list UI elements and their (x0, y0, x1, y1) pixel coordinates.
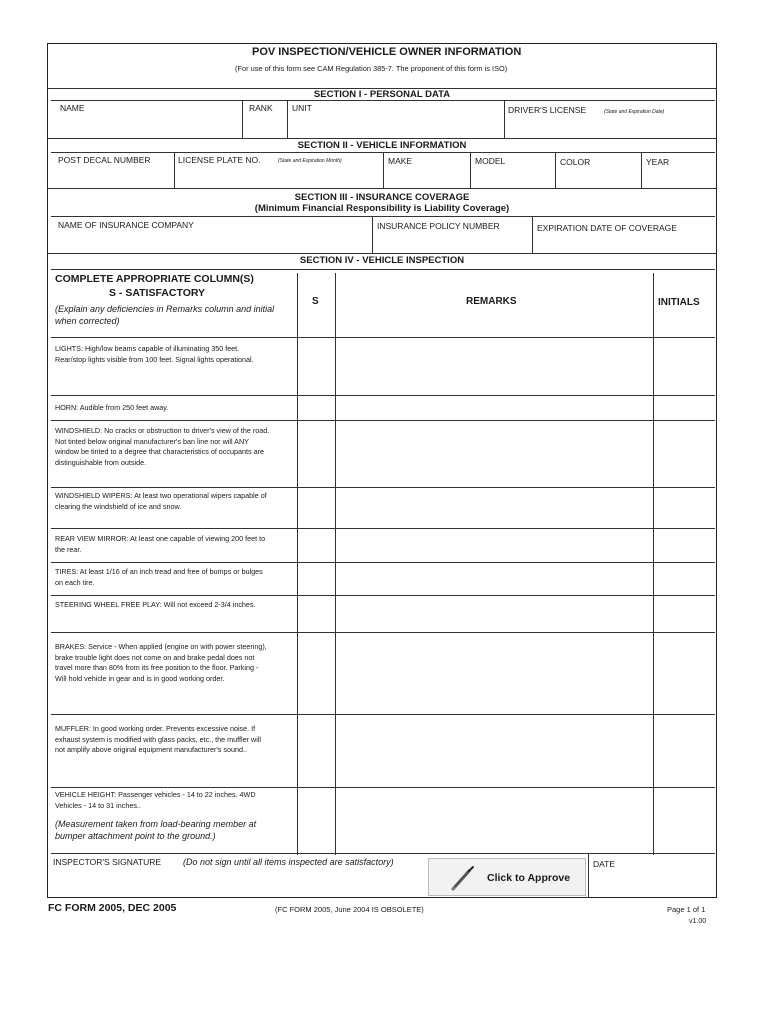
divider (335, 273, 336, 855)
divider (51, 487, 715, 488)
form-title: POV INSPECTION/VEHICLE OWNER INFORMATION (252, 46, 522, 58)
muffler-remarks-field[interactable] (337, 716, 652, 786)
satisfactory-legend: S - SATISFACTORY (109, 287, 206, 299)
drivers-license-field[interactable] (506, 118, 715, 136)
lights-initials-field[interactable] (655, 339, 715, 394)
steering-remarks-field[interactable] (337, 597, 652, 631)
section-3-heading: SECTION III - INSURANCE COVERAGE (294, 192, 470, 203)
steering-initials-field[interactable] (655, 597, 715, 631)
wipers-initials-field[interactable] (655, 489, 715, 527)
section-3-subheading: (Minimum Financial Responsibility is Liability Coverage) (254, 203, 510, 214)
pen-icon (449, 865, 477, 898)
divider (51, 420, 715, 421)
license-plate-note: (State and Expiration Month) (278, 158, 342, 164)
drivers-license-label: DRIVER'S LICENSE (508, 105, 587, 115)
divider (51, 714, 715, 715)
lights-remarks-field[interactable] (337, 339, 652, 394)
inspection-item-steering: STEERING WHEEL FREE PLAY: Will not exceed 2-3/4 inches. (55, 600, 256, 609)
muffler-s-field[interactable] (299, 716, 334, 786)
model-label: MODEL (475, 156, 506, 166)
section-4-heading: SECTION IV - VEHICLE INSPECTION (299, 255, 465, 266)
name-field[interactable] (51, 112, 241, 136)
post-decal-field[interactable] (51, 167, 173, 187)
inspection-item-windshield: WINDSHIELD: No cracks or obstruction to driver's view of the road. Not tinted below original manufacturer's ban line nor will ANY window be tinted to a degree that characteristics of occupants are distinguishable from outside. (55, 426, 270, 468)
inspection-item-vehicle-height: VEHICLE HEIGHT: Passenger vehicles - 14 to 22 inches. 4WD Vehicles - 14 to 31 inches.. (55, 790, 256, 810)
brakes-s-field[interactable] (299, 634, 334, 713)
color-label: COLOR (560, 157, 591, 167)
mirror-initials-field[interactable] (655, 530, 715, 561)
form-id: FC FORM 2005, DEC 2005 (48, 902, 177, 914)
deficiency-note: (Explain any deficiencies in Remarks column and initial when corrected) (55, 304, 275, 326)
policy-number-label: INSURANCE POLICY NUMBER (377, 221, 500, 231)
divider (51, 528, 715, 529)
divider (51, 562, 715, 563)
inspection-item-muffler: MUFFLER: In good working order. Prevents excessive noise. If exhaust system is modified with glass packs, etc., the muffler will not amplify above original equipment manufacturer's sound.. (55, 724, 261, 755)
divider (242, 100, 243, 138)
mirror-remarks-field[interactable] (337, 530, 652, 561)
license-plate-label: LICENSE PLATE NO. (178, 155, 261, 165)
inspection-item-tires: TIRES: At least 1/16 of an inch tread and free of bumps or bulges on each tire. (55, 567, 263, 587)
divider (372, 216, 373, 254)
divider (47, 138, 717, 139)
unit-label: UNIT (292, 103, 312, 113)
vehicle-height-note: (Measurement taken from load-bearing member at bumper attachment point to the ground.) (55, 819, 257, 841)
approve-button-label: Click to Approve (487, 872, 571, 884)
divider (51, 395, 715, 396)
color-field[interactable] (557, 167, 640, 187)
divider (470, 152, 471, 188)
name-label: NAME (60, 103, 85, 113)
horn-initials-field[interactable] (655, 397, 715, 419)
divider (555, 152, 556, 188)
divider (51, 269, 715, 270)
divider (51, 595, 715, 596)
horn-s-field[interactable] (299, 397, 334, 419)
expiration-date-field[interactable] (534, 234, 715, 252)
divider (504, 100, 505, 138)
make-field[interactable] (385, 167, 469, 187)
inspection-item-mirror: REAR VIEW MIRROR: At least one capable of viewing 200 feet to the rear. (55, 534, 266, 554)
divider (641, 152, 642, 188)
rank-label: RANK (249, 103, 273, 113)
horn-remarks-field[interactable] (337, 397, 652, 419)
policy-number-field[interactable] (374, 232, 531, 252)
inspection-item-wipers: WINDSHIELD WIPERS: At least two operational wipers capable of clearing the windshield of ice and snow. (55, 491, 267, 511)
unit-field[interactable] (289, 112, 503, 136)
model-field[interactable] (472, 167, 554, 187)
height-remarks-field[interactable] (337, 789, 652, 852)
inspector-signature-label: INSPECTOR'S SIGNATURE (53, 857, 162, 867)
section-2-heading: SECTION II - VEHICLE INFORMATION (297, 140, 467, 151)
version: v1.00 (689, 918, 707, 925)
divider (383, 152, 384, 188)
post-decal-label: POST DECAL NUMBER (58, 155, 151, 165)
insurance-company-label: NAME OF INSURANCE COMPANY (58, 220, 194, 230)
inspection-item-lights: LIGHTS: High/low beams capable of illuminating 350 feet. Rear/stop lights visible from 100 feet. Signal lights operational. (55, 344, 254, 364)
wipers-s-field[interactable] (299, 489, 334, 527)
windshield-s-field[interactable] (299, 422, 334, 486)
tires-remarks-field[interactable] (337, 564, 652, 594)
obsolete-note: (FC FORM 2005, June 2004 IS OBSOLETE) (275, 905, 424, 914)
year-field[interactable] (643, 167, 715, 187)
inspection-item-horn: HORN: Audible from 250 feet away. (55, 403, 169, 412)
height-s-field[interactable] (299, 789, 334, 852)
divider (653, 273, 654, 855)
column-instruction-heading: COMPLETE APPROPRIATE COLUMN(S) (55, 273, 254, 285)
page-number: Page 1 of 1 (667, 905, 706, 914)
steering-s-field[interactable] (299, 597, 334, 631)
divider (51, 853, 715, 854)
s-column-header: S (312, 296, 319, 307)
initials-column-header: INITIALS (658, 297, 700, 308)
windshield-remarks-field[interactable] (337, 422, 652, 486)
wipers-remarks-field[interactable] (337, 489, 652, 527)
signature-note: (Do not sign until all items inspected are satisfactory) (183, 857, 394, 867)
divider (51, 100, 715, 101)
approve-button[interactable] (428, 858, 586, 896)
muffler-initials-field[interactable] (655, 716, 715, 786)
divider (287, 100, 288, 138)
section-1-heading: SECTION I - PERSONAL DATA (313, 89, 451, 100)
divider (51, 216, 715, 217)
license-plate-field[interactable] (176, 167, 382, 187)
rank-field[interactable] (244, 112, 286, 136)
mirror-s-field[interactable] (299, 530, 334, 561)
height-initials-field[interactable] (655, 789, 715, 852)
drivers-license-note: (State and Expiration Date) (604, 109, 665, 115)
divider (51, 787, 715, 788)
brakes-initials-field[interactable] (655, 634, 715, 713)
expiration-date-label: EXPIRATION DATE OF COVERAGE (537, 223, 677, 233)
inspection-item-brakes: BRAKES: Service - When applied (engine on with power steering), brake trouble light does not come on and brake pedal does not travel more than 80% from its free position to the floor. Parking - Will hold vehicle in gear and is in good working order. (55, 642, 267, 684)
divider (47, 188, 717, 189)
divider (47, 253, 717, 254)
divider (532, 216, 533, 254)
brakes-remarks-field[interactable] (337, 634, 652, 713)
insurance-company-field[interactable] (51, 232, 371, 252)
date-field[interactable] (591, 872, 715, 896)
divider (174, 152, 175, 188)
date-label: DATE (593, 859, 616, 869)
divider (297, 273, 298, 855)
remarks-column-header: REMARKS (466, 296, 517, 307)
divider (588, 853, 589, 898)
year-label: YEAR (646, 157, 670, 167)
divider (51, 337, 715, 338)
tires-initials-field[interactable] (655, 564, 715, 594)
form-subtitle: (For use of this form see CAM Regulation 385-7. The proponent of this form is ISO) (235, 64, 508, 73)
inspector-signature-field[interactable] (51, 870, 426, 896)
tires-s-field[interactable] (299, 564, 334, 594)
divider (51, 632, 715, 633)
windshield-initials-field[interactable] (655, 422, 715, 486)
lights-s-field[interactable] (299, 339, 334, 394)
make-label: MAKE (388, 156, 413, 166)
